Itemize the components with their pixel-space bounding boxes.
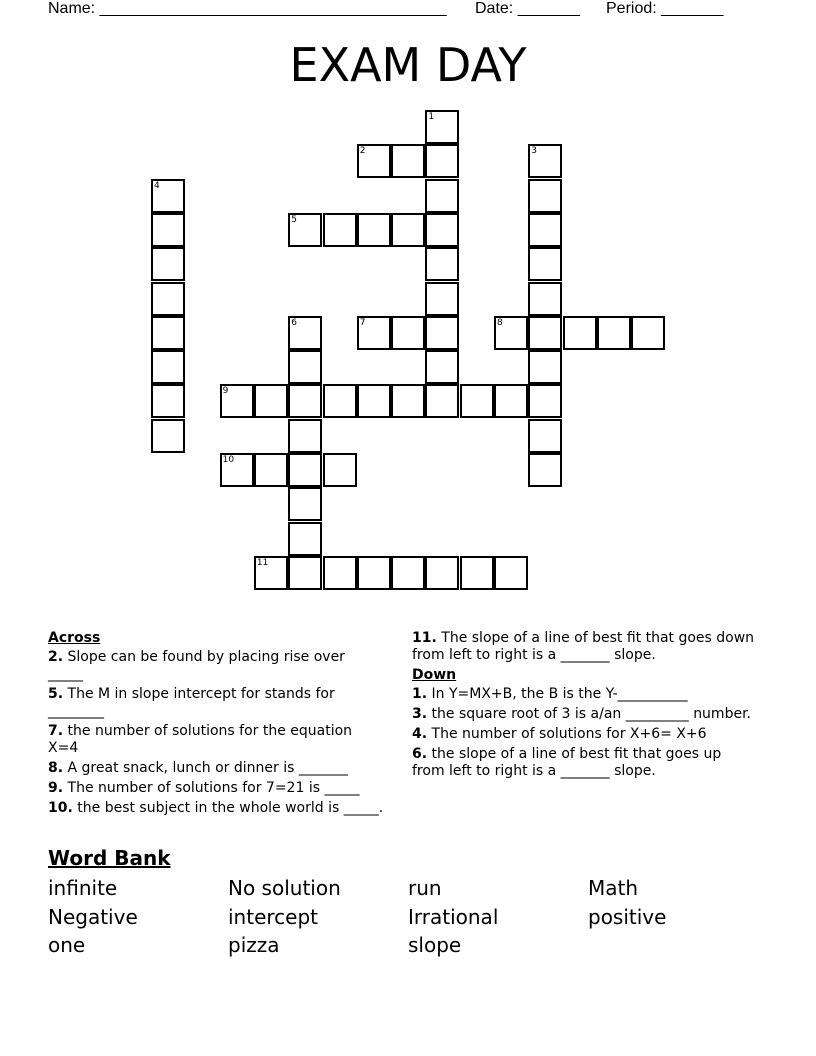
word-bank-item: one bbox=[48, 933, 86, 957]
crossword-cell[interactable] bbox=[425, 179, 459, 213]
clue-across-10 bbox=[48, 800, 384, 817]
crossword-cell[interactable] bbox=[425, 350, 459, 384]
crossword-cell[interactable] bbox=[528, 179, 562, 213]
crossword-cell[interactable] bbox=[391, 213, 425, 247]
crossword-cell[interactable] bbox=[391, 316, 425, 350]
clue-number: 9. bbox=[48, 780, 64, 796]
clue-text: the best subject in the whole world is _____. bbox=[77, 800, 384, 816]
clue-text: the slope of a line of best fit that goes up from left to right is a _______ slope. bbox=[412, 746, 722, 779]
crossword-cell[interactable] bbox=[425, 282, 459, 316]
crossword-cell[interactable] bbox=[425, 384, 459, 418]
clue-number-label: 10 bbox=[222, 455, 235, 465]
crossword-cell[interactable] bbox=[151, 247, 185, 281]
word-bank-title: Word Bank bbox=[48, 846, 171, 870]
crossword-cell[interactable] bbox=[288, 350, 322, 384]
clue-number-label: 5 bbox=[291, 214, 297, 225]
crossword-cell[interactable] bbox=[151, 179, 185, 213]
clue-across-11 bbox=[412, 630, 757, 664]
crossword-cell[interactable] bbox=[254, 453, 288, 487]
word-bank-item: Negative bbox=[48, 904, 138, 929]
clue-number: 2. bbox=[48, 649, 64, 665]
clue-across-8 bbox=[48, 760, 384, 777]
crossword-cell[interactable] bbox=[528, 419, 562, 453]
crossword-cell[interactable] bbox=[220, 384, 254, 418]
crossword-cell[interactable] bbox=[357, 144, 391, 178]
date-field[interactable]: Date: _______ bbox=[475, 0, 580, 17]
word-bank-item: slope bbox=[408, 933, 462, 957]
crossword-cell[interactable] bbox=[391, 144, 425, 178]
crossword-cell[interactable] bbox=[357, 316, 391, 350]
crossword-cell[interactable] bbox=[254, 556, 288, 590]
crossword-cell[interactable] bbox=[357, 556, 391, 590]
clue-number: 5. bbox=[48, 686, 64, 702]
crossword-cell[interactable] bbox=[220, 453, 254, 487]
crossword-cell[interactable] bbox=[151, 384, 185, 418]
crossword-cell[interactable] bbox=[323, 384, 357, 418]
crossword-cell[interactable] bbox=[323, 213, 357, 247]
crossword-cell[interactable] bbox=[460, 384, 494, 418]
clue-number: 8. bbox=[48, 760, 64, 776]
word-bank-item: No solution bbox=[228, 876, 341, 900]
clue-number-label: 4 bbox=[154, 180, 160, 191]
crossword-cell[interactable] bbox=[528, 213, 562, 247]
word-bank-item: pizza bbox=[228, 933, 280, 957]
crossword-cell[interactable] bbox=[288, 522, 322, 556]
clue-down-4 bbox=[412, 726, 757, 743]
crossword-cell[interactable] bbox=[494, 384, 528, 418]
crossword-cell[interactable] bbox=[151, 419, 185, 453]
clue-text: In Y=MX+B, the B is the Y-__________ bbox=[431, 686, 688, 702]
crossword-cell[interactable] bbox=[528, 350, 562, 384]
word-bank-item: run bbox=[408, 876, 442, 900]
crossword-cell[interactable] bbox=[425, 247, 459, 281]
crossword-cell[interactable] bbox=[288, 213, 322, 247]
crossword-cell[interactable] bbox=[288, 487, 322, 521]
crossword-cell[interactable] bbox=[528, 453, 562, 487]
clue-text: A great snack, lunch or dinner is _______ bbox=[67, 760, 348, 776]
crossword-cell[interactable] bbox=[528, 144, 562, 178]
down-heading: Down bbox=[412, 667, 457, 683]
clue-number-label: 6 bbox=[291, 317, 297, 328]
crossword-cell[interactable] bbox=[528, 247, 562, 281]
clue-down-1 bbox=[412, 686, 757, 703]
page-title: EXAM DAY bbox=[289, 38, 527, 92]
crossword-cell[interactable] bbox=[528, 282, 562, 316]
down-clues bbox=[412, 630, 757, 783]
crossword-cell[interactable] bbox=[288, 453, 322, 487]
clue-across-9 bbox=[48, 780, 384, 797]
clue-number-label: 11 bbox=[256, 557, 269, 568]
clue-number-label: 2 bbox=[359, 146, 366, 157]
clue-number: 1. bbox=[412, 686, 428, 702]
clue-across-7 bbox=[48, 723, 384, 757]
crossword-cell[interactable] bbox=[425, 213, 459, 247]
clue-text: The number of solutions for X+6= X+6 bbox=[431, 726, 707, 742]
crossword-cell[interactable] bbox=[528, 384, 562, 418]
clue-number-label: 1 bbox=[428, 112, 435, 122]
crossword-cell[interactable] bbox=[563, 316, 597, 350]
crossword-cell[interactable] bbox=[288, 556, 322, 590]
crossword-cell[interactable] bbox=[425, 556, 459, 590]
clue-number-label: 8 bbox=[497, 317, 503, 328]
word-bank-item: intercept bbox=[228, 904, 318, 929]
crossword-cell[interactable] bbox=[425, 144, 459, 178]
crossword-cell[interactable] bbox=[288, 384, 322, 418]
clue-down-6 bbox=[412, 746, 757, 780]
clue-text: Slope can be found by placing rise over _____ bbox=[48, 649, 345, 682]
crossword-cell[interactable] bbox=[460, 556, 494, 590]
across-heading: Across bbox=[48, 630, 101, 646]
clue-number: 10. bbox=[48, 800, 73, 816]
crossword-cell[interactable] bbox=[151, 282, 185, 316]
crossword-cell[interactable] bbox=[391, 556, 425, 590]
crossword-cell[interactable] bbox=[288, 316, 322, 350]
clue-text: The slope of a line of best fit that goes down from left to right is a _______ slope. bbox=[412, 630, 755, 663]
crossword-cell[interactable] bbox=[357, 384, 391, 418]
clue-text: the number of solutions for the equation X=4 bbox=[48, 723, 353, 756]
word-bank-item: positive bbox=[588, 904, 667, 929]
crossword-cell[interactable] bbox=[631, 316, 665, 350]
clue-number: 6. bbox=[412, 746, 428, 762]
clue-number: 7. bbox=[48, 723, 64, 739]
crossword-cell[interactable] bbox=[425, 316, 459, 350]
clue-text: the square root of 3 is a/an _________ number. bbox=[431, 706, 751, 722]
clue-text: The M in slope intercept for stands for ________ bbox=[48, 686, 335, 719]
clue-down-3 bbox=[412, 706, 757, 723]
clue-number: 4. bbox=[412, 726, 428, 742]
crossword-cell[interactable] bbox=[494, 556, 528, 590]
across-clues bbox=[48, 630, 384, 820]
crossword-cell[interactable] bbox=[391, 384, 425, 418]
clue-number: 3. bbox=[412, 706, 428, 722]
clue-text: The number of solutions for 7=21 is _____ bbox=[67, 780, 360, 796]
crossword-cell[interactable] bbox=[323, 556, 357, 590]
crossword-cell[interactable] bbox=[357, 213, 391, 247]
crossword-cell[interactable] bbox=[323, 453, 357, 487]
word-bank-item: infinite bbox=[48, 876, 118, 900]
word-bank-item: Math bbox=[588, 876, 639, 900]
crossword-cell[interactable] bbox=[597, 316, 631, 350]
word-bank-item: Irrational bbox=[408, 904, 499, 929]
crossword-cell[interactable] bbox=[151, 213, 185, 247]
clue-across-2 bbox=[48, 649, 384, 683]
crossword-cell[interactable] bbox=[288, 419, 322, 453]
clue-across-5 bbox=[48, 686, 384, 720]
clue-number-label: 7 bbox=[359, 317, 366, 328]
crossword-cell[interactable] bbox=[425, 110, 459, 144]
crossword-cell[interactable] bbox=[254, 384, 288, 418]
crossword-cell[interactable] bbox=[151, 350, 185, 384]
period-field[interactable]: Period: _______ bbox=[606, 0, 724, 17]
crossword-cell[interactable] bbox=[528, 316, 562, 350]
name-field[interactable]: Name: _______________________________________ bbox=[48, 0, 447, 17]
crossword-cell[interactable] bbox=[494, 316, 528, 350]
clue-number-label: 3 bbox=[531, 146, 538, 157]
clue-number: 11. bbox=[412, 630, 437, 646]
clue-number-label: 9 bbox=[222, 386, 229, 397]
crossword-cell[interactable] bbox=[151, 316, 185, 350]
